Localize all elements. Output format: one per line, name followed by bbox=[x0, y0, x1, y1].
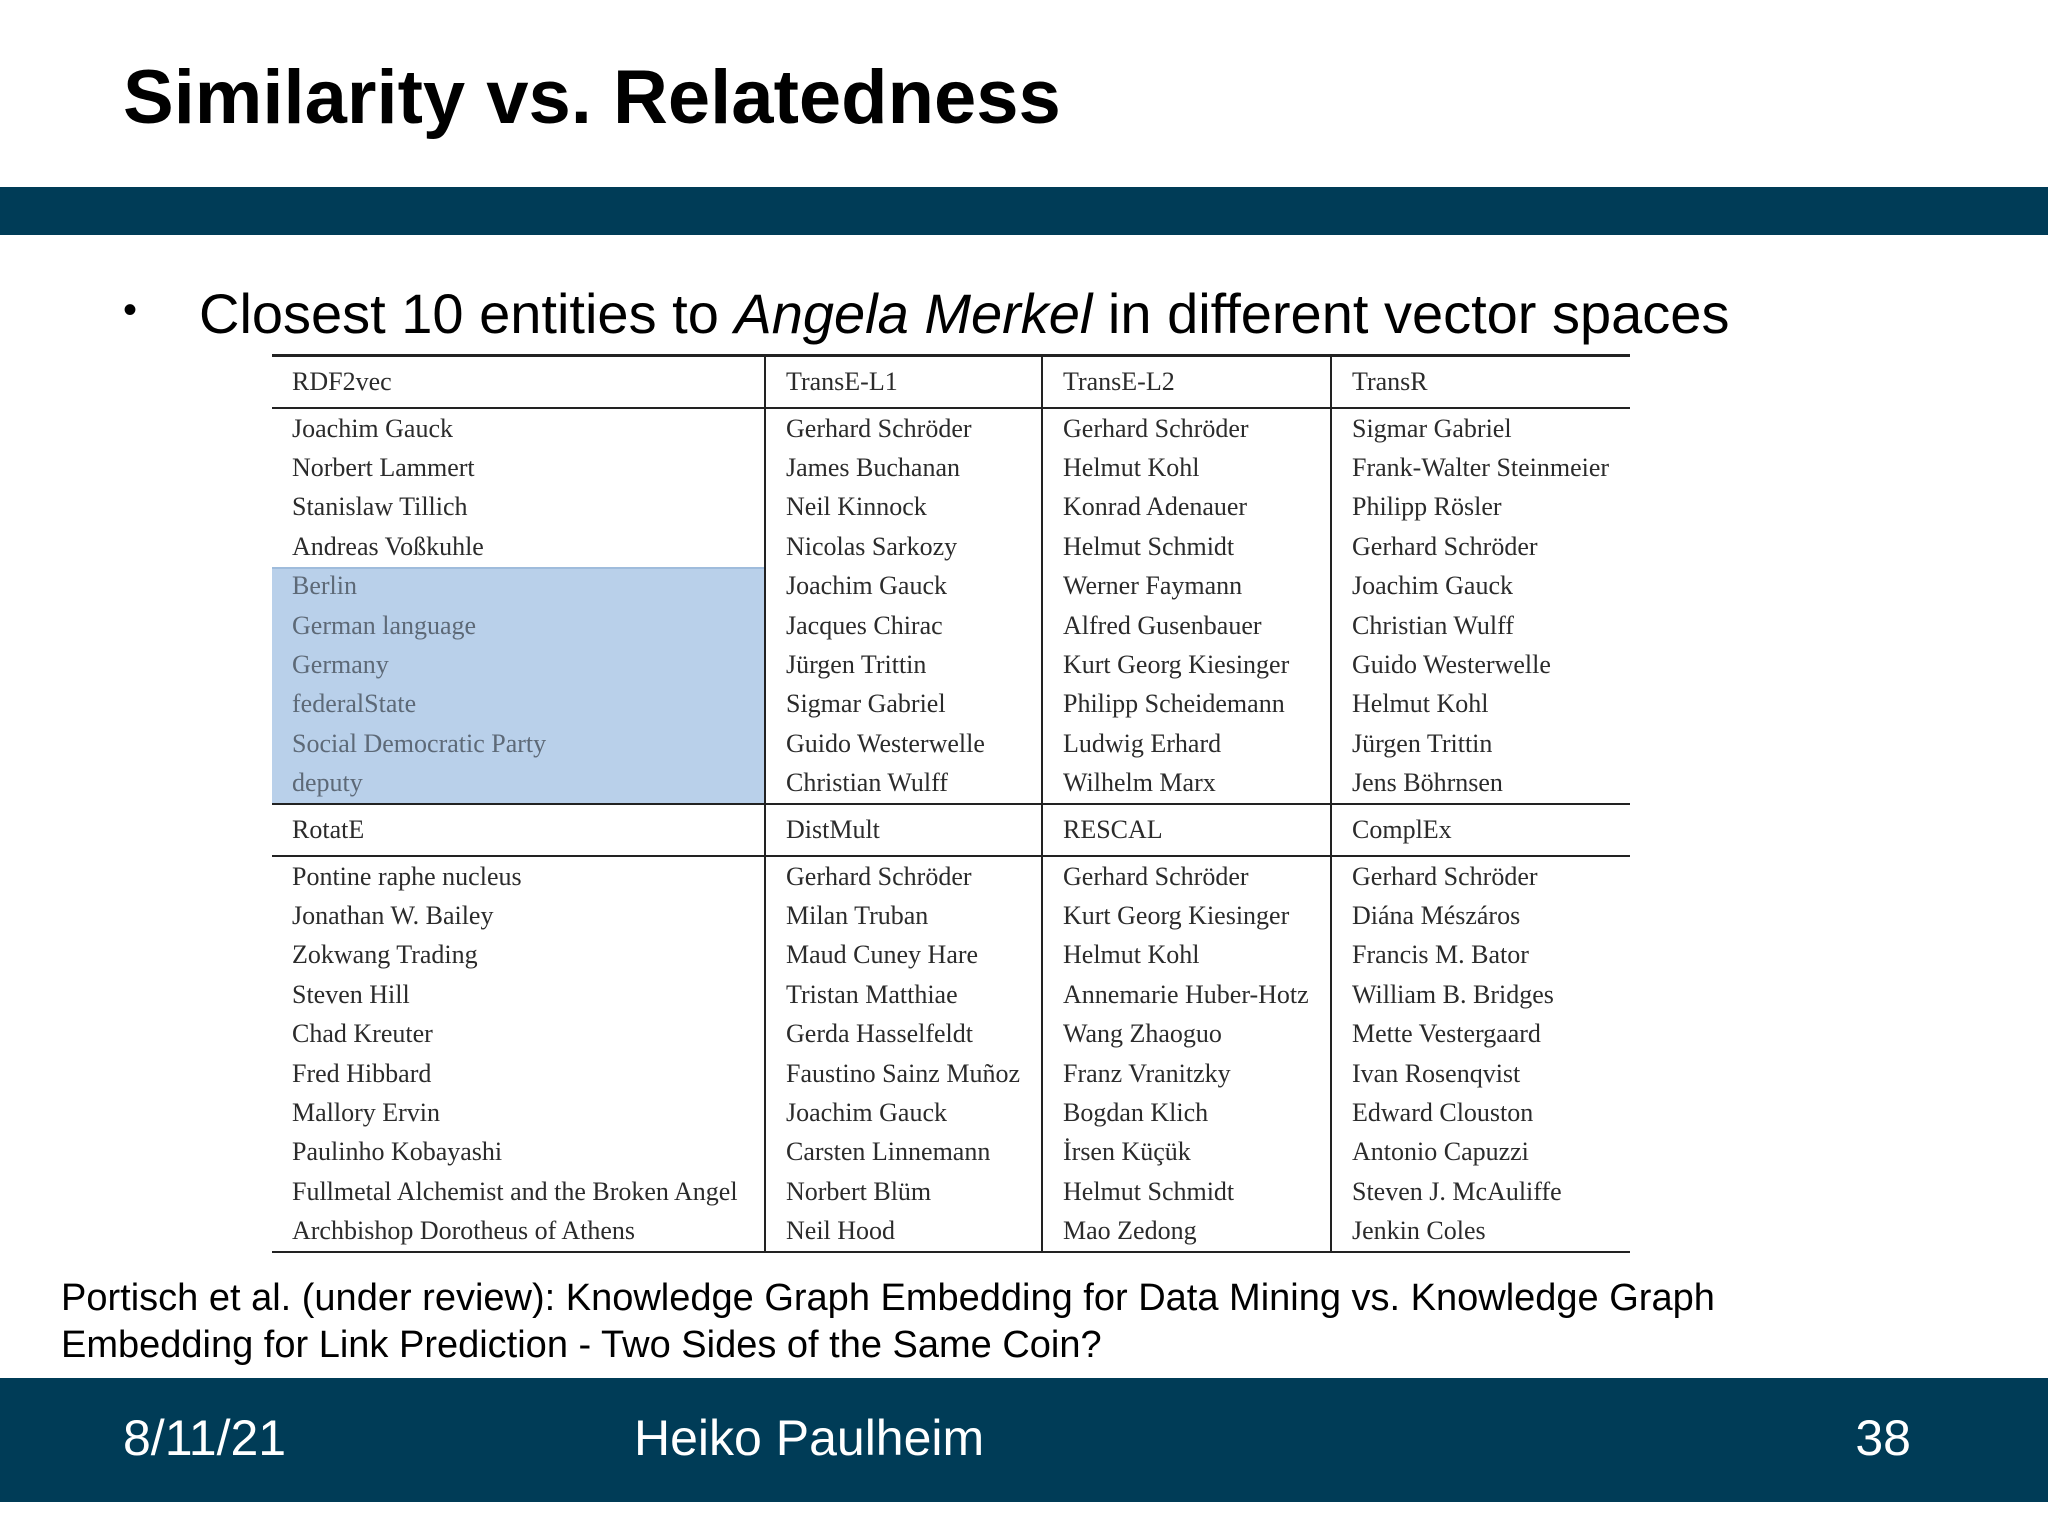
slide-title: Similarity vs. Relatedness bbox=[123, 55, 1061, 140]
footer-author: Heiko Paulheim bbox=[634, 1410, 985, 1466]
table-cell: Faustino Sainz Muñoz bbox=[765, 1054, 1042, 1093]
table-cell: James Buchanan bbox=[765, 448, 1042, 487]
table-cell: Wilhelm Marx bbox=[1042, 764, 1331, 804]
table-cell: Joachim Gauck bbox=[292, 413, 454, 443]
bullet-text-end: in different vector spaces bbox=[1092, 282, 1730, 345]
table-row bbox=[272, 1211, 1630, 1251]
table-cell: Helmut Schmidt bbox=[1042, 1172, 1331, 1211]
bullet-text-emphasis: Angela Merkel bbox=[734, 282, 1093, 345]
nearest-entities-table-body bbox=[272, 356, 1630, 1252]
table-cell: Gerhard Schröder bbox=[1042, 408, 1331, 448]
table-cell: Wang Zhaoguo bbox=[1042, 1014, 1331, 1053]
table-cell: Jürgen Trittin bbox=[1331, 724, 1630, 763]
column-header: TransE-L1 bbox=[765, 356, 1042, 409]
table-cell: Frank-Walter Steinmeier bbox=[1331, 448, 1630, 487]
table-row bbox=[272, 1133, 1630, 1172]
table-cell: Milan Truban bbox=[765, 896, 1042, 935]
page-number: 38 bbox=[1855, 1410, 1911, 1466]
table-cell: Andreas Voßkuhle bbox=[292, 531, 484, 561]
column-header: ComplEx bbox=[1331, 804, 1630, 856]
table-cell: Pontine raphe nucleus bbox=[292, 861, 522, 891]
footer-date: 8/11/21 bbox=[123, 1410, 287, 1466]
table-cell: Tristan Matthiae bbox=[765, 975, 1042, 1014]
table-cell: Guido Westerwelle bbox=[765, 724, 1042, 763]
table-cell: Gerhard Schröder bbox=[765, 408, 1042, 448]
table-row bbox=[272, 1172, 1630, 1211]
table-cell: Jonathan W. Bailey bbox=[292, 900, 494, 930]
table-cell: Christian Wulff bbox=[1331, 606, 1630, 645]
table-cell: Werner Faymann bbox=[1042, 567, 1331, 606]
table-cell: Jens Böhrnsen bbox=[1331, 764, 1630, 804]
table-cell: Neil Hood bbox=[765, 1211, 1042, 1251]
highlighted-table-cell: federalState bbox=[272, 685, 765, 724]
table-cell: Jacques Chirac bbox=[765, 606, 1042, 645]
table-cell: Steven Hill bbox=[292, 979, 410, 1009]
table-cell: Franz Vranitzky bbox=[1042, 1054, 1331, 1093]
table-cell: Chad Kreuter bbox=[292, 1019, 433, 1049]
table-cell: Helmut Schmidt bbox=[1042, 527, 1331, 566]
table-cell: Stanislaw Tillich bbox=[292, 492, 468, 522]
table-cell: Jenkin Coles bbox=[1331, 1211, 1630, 1251]
table-row bbox=[272, 936, 1630, 975]
table-cell: Guido Westerwelle bbox=[1331, 645, 1630, 684]
table-cell: Gerda Hasselfeldt bbox=[765, 1014, 1042, 1053]
table-cell: Norbert Blüm bbox=[765, 1172, 1042, 1211]
table-cell: Bogdan Klich bbox=[1042, 1093, 1331, 1132]
table-cell: Gerhard Schröder bbox=[1042, 856, 1331, 896]
citation bbox=[61, 1275, 1715, 1369]
table-row bbox=[272, 645, 1630, 684]
table-cell: Antonio Capuzzi bbox=[1331, 1133, 1630, 1172]
table-cell: Maud Cuney Hare bbox=[765, 936, 1042, 975]
table-cell: Mette Vestergaard bbox=[1331, 1014, 1630, 1053]
table-cell: Joachim Gauck bbox=[765, 1093, 1042, 1132]
highlighted-table-cell: Germany bbox=[272, 645, 765, 684]
table-cell: Philipp Scheidemann bbox=[1042, 685, 1331, 724]
table-cell: Archbishop Dorotheus of Athens bbox=[272, 1211, 765, 1251]
table-row bbox=[272, 896, 1630, 935]
table-header-row bbox=[272, 356, 1630, 409]
table-cell: Fullmetal Alchemist and the Broken Angel bbox=[292, 1176, 738, 1206]
bullet-symbol: • bbox=[123, 288, 138, 332]
table-cell: Gerhard Schröder bbox=[1331, 527, 1630, 566]
table-row bbox=[272, 764, 1630, 804]
table-cell: Edward Clouston bbox=[1331, 1093, 1630, 1132]
title-divider-band bbox=[0, 187, 2048, 235]
table-cell: Francis M. Bator bbox=[1331, 936, 1630, 975]
table-cell: Ivan Rosenqvist bbox=[1331, 1054, 1630, 1093]
table-header-row bbox=[272, 804, 1630, 856]
table-row bbox=[272, 408, 1630, 448]
table-row bbox=[272, 1093, 1630, 1132]
table-cell: Norbert Lammert bbox=[292, 453, 475, 483]
bullet-text-start: Closest 10 entities to bbox=[199, 282, 735, 345]
table-row bbox=[272, 856, 1630, 896]
table-row bbox=[272, 448, 1630, 487]
column-header: RDF2vec bbox=[272, 356, 765, 409]
table-cell: Mao Zedong bbox=[1042, 1211, 1331, 1251]
table-row bbox=[272, 685, 1630, 724]
table-cell: Konrad Adenauer bbox=[1042, 488, 1331, 527]
nearest-entities-table bbox=[272, 354, 1630, 1253]
citation-line-1: Portisch et al. (under review): Knowledge Graph Embedding for Data Mining vs. Knowledge Graph bbox=[61, 1277, 1715, 1319]
column-header: RotatE bbox=[272, 804, 765, 856]
table-cell: Gerhard Schröder bbox=[765, 856, 1042, 896]
table-row bbox=[272, 1014, 1630, 1053]
highlighted-table-cell: Berlin bbox=[272, 567, 765, 606]
table-row bbox=[272, 488, 1630, 527]
table-cell: Ludwig Erhard bbox=[1042, 724, 1331, 763]
table-cell: Helmut Kohl bbox=[1042, 936, 1331, 975]
highlighted-table-cell: Social Democratic Party bbox=[272, 724, 765, 763]
table-cell: Christian Wulff bbox=[765, 764, 1042, 804]
highlighted-table-cell: deputy bbox=[272, 764, 765, 804]
table-cell: Alfred Gusenbauer bbox=[1042, 606, 1331, 645]
table-cell: Philipp Rösler bbox=[1331, 488, 1630, 527]
table-cell: Jürgen Trittin bbox=[765, 645, 1042, 684]
table-row bbox=[272, 1054, 1630, 1093]
table-cell: Mallory Ervin bbox=[292, 1097, 441, 1127]
table-cell: Sigmar Gabriel bbox=[1331, 408, 1630, 448]
citation-line-2: Embedding for Link Prediction - Two Sides of the Same Coin? bbox=[61, 1324, 1102, 1367]
highlighted-table-cell: German language bbox=[272, 606, 765, 645]
table-row bbox=[272, 567, 1630, 606]
table-row bbox=[272, 724, 1630, 763]
table-cell: Paulinho Kobayashi bbox=[292, 1137, 503, 1167]
footer-bar bbox=[0, 1378, 2048, 1502]
column-header: DistMult bbox=[765, 804, 1042, 856]
table-cell: Neil Kinnock bbox=[765, 488, 1042, 527]
bullet-point bbox=[123, 282, 1729, 346]
table-row bbox=[272, 527, 1630, 566]
column-header: RESCAL bbox=[1042, 804, 1331, 856]
table-cell: William B. Bridges bbox=[1331, 975, 1630, 1014]
table-cell: Kurt Georg Kiesinger bbox=[1042, 896, 1331, 935]
table-cell: İrsen Küçük bbox=[1042, 1133, 1331, 1172]
column-header: TransE-L2 bbox=[1042, 356, 1331, 409]
table-cell: Nicolas Sarkozy bbox=[765, 527, 1042, 566]
table-cell: Annemarie Huber-Hotz bbox=[1042, 975, 1331, 1014]
table-cell: Zokwang Trading bbox=[292, 940, 478, 970]
table-cell: Fred Hibbard bbox=[292, 1058, 432, 1088]
bullet-text bbox=[199, 282, 1729, 345]
table-cell: Carsten Linnemann bbox=[765, 1133, 1042, 1172]
table-cell: Helmut Kohl bbox=[1042, 448, 1331, 487]
table-cell: Sigmar Gabriel bbox=[765, 685, 1042, 724]
table-row bbox=[272, 975, 1630, 1014]
table-cell: Gerhard Schröder bbox=[1331, 856, 1630, 896]
table-cell: Helmut Kohl bbox=[1331, 685, 1630, 724]
table-cell: Joachim Gauck bbox=[765, 567, 1042, 606]
table-cell: Kurt Georg Kiesinger bbox=[1042, 645, 1331, 684]
table-cell: Diána Mészáros bbox=[1331, 896, 1630, 935]
table-cell: Steven J. McAuliffe bbox=[1331, 1172, 1630, 1211]
table-row bbox=[272, 606, 1630, 645]
table-cell: Joachim Gauck bbox=[1331, 567, 1630, 606]
column-header: TransR bbox=[1331, 356, 1630, 409]
